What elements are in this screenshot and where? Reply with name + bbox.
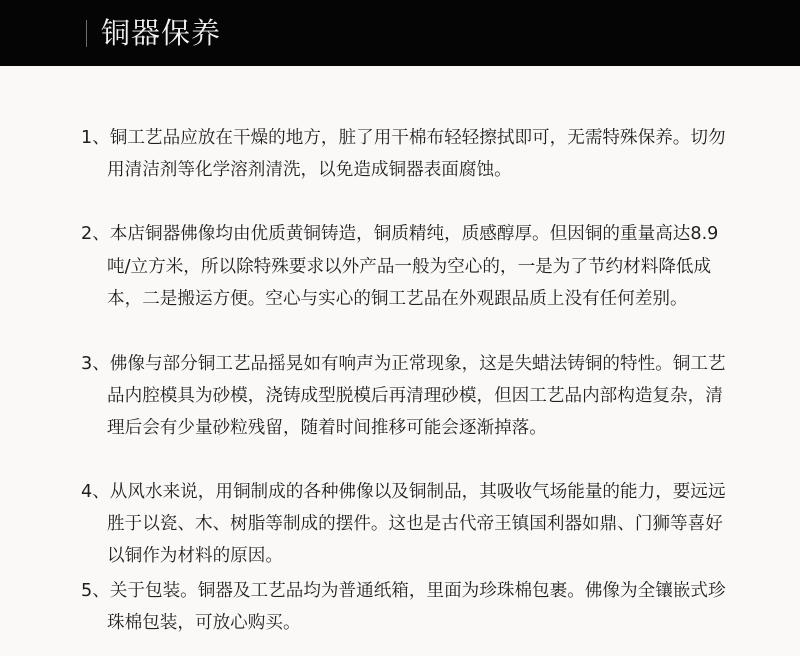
paragraph-1-line-1: 1、铜工艺品应放在干燥的地方，脏了用干棉布轻轻擦拭即可，无需特殊保养。切勿 — [81, 128, 726, 148]
paragraph-4-line-2: 胜于以瓷、木、树脂等制成的摆件。这也是古代帝王镇国利器如鼎、门狮等喜好 — [107, 514, 723, 534]
paragraph-1-line-2: 用清洁剂等化学溶剂清洗，以免造成铜器表面腐蚀。 — [107, 160, 512, 180]
paragraph-3-line-1: 3、佛像与部分铜工艺品摇晃如有响声为正常现象，这是失蜡法铸铜的特性。铜工艺 — [81, 354, 726, 374]
page-title: 铜器保养 — [101, 16, 222, 50]
paragraph-2-line-3: 本，二是搬运方便。空心与实心的铜工艺品在外观跟品质上没有任何差别。 — [107, 289, 688, 309]
page-header — [0, 0, 800, 66]
paragraph-5-line-1: 5、关于包装。铜器及工艺品均为普通纸箱，里面为珍珠棉包裹。佛像为全镶嵌式珍 — [81, 581, 726, 601]
paragraph-2-line-2: 吨/立方米，所以除特殊要求以外产品一般为空心的，一是为了节约材料降低成 — [107, 257, 712, 277]
paragraph-3-line-2: 品内腔模具为砂模，浇铸成型脱模后再清理砂模，但因工艺品内部构造复杂，清 — [107, 386, 723, 406]
paragraph-3-line-3: 理后会有少量砂粒残留，随着时间推移可能会逐渐掉落。 — [107, 418, 547, 438]
paragraph-2-line-1: 2、本店铜器佛像均由优质黄铜铸造，铜质精纯，质感醇厚。但因铜的重量高达8.9 — [81, 224, 719, 244]
care-instructions — [0, 66, 800, 656]
paragraph-4-line-1: 4、从风水来说，用铜制成的各种佛像以及铜制品，其吸收气场能量的能力，要远远 — [81, 482, 726, 502]
title-divider — [86, 20, 87, 47]
paragraph-5-line-2: 珠棉包装，可放心购买。 — [107, 613, 301, 633]
paragraph-4-line-3: 以铜作为材料的原因。 — [107, 546, 283, 566]
